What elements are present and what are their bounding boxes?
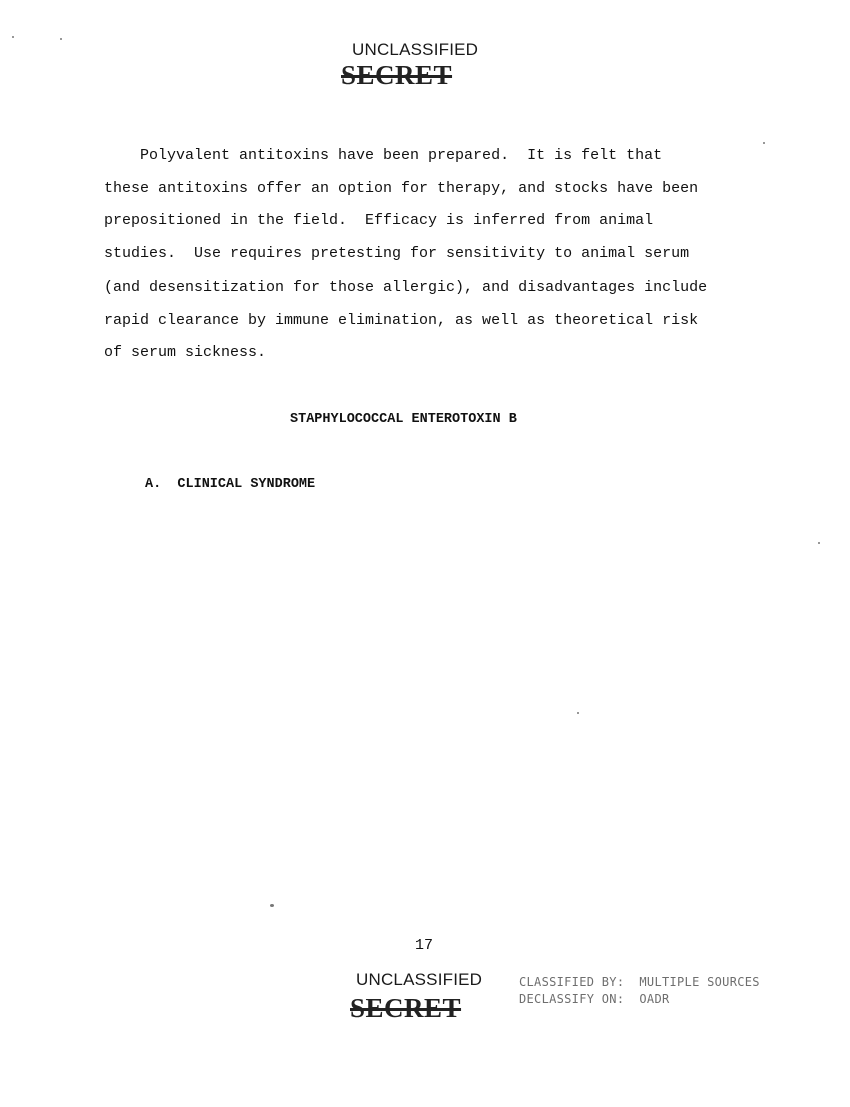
paragraph-line: of serum sickness. [104,344,267,361]
scan-speck [12,36,14,38]
classification-stamp-line-2: DECLASSIFY ON: OADR [519,992,670,1006]
paragraph-line: Polyvalent antitoxins have been prepared. It is felt that [104,147,663,164]
scan-speck [270,904,274,907]
scan-speck [60,38,62,40]
scan-speck [763,142,765,144]
paragraph-line: prepositioned in the field. Efficacy is inferred from animal [104,212,654,229]
paragraph-line: studies. Use requires pretesting for sensitivity to animal serum [104,245,690,262]
footer-classification: UNCLASSIFIED [356,970,483,989]
classification-stamp-line-1: CLASSIFIED BY: MULTIPLE SOURCES [519,975,760,989]
paragraph-line: (and desensitization for those allergic), and disadvantages include [104,279,708,296]
scan-speck [818,542,820,544]
section-title: STAPHYLOCOCCAL ENTEROTOXIN B [290,412,517,427]
scan-speck [577,712,579,714]
header-struck-secret: SECRET [341,60,453,90]
paragraph-line: these antitoxins offer an option for therapy, and stocks have been [104,180,699,197]
footer-struck-secret: SECRET [350,993,462,1023]
paragraph-line: rapid clearance by immune elimination, as well as theoretical risk [104,312,699,329]
header-classification: UNCLASSIFIED [352,40,479,59]
subsection-title: A. CLINICAL SYNDROME [145,477,316,492]
page-number: 17 [415,937,434,954]
